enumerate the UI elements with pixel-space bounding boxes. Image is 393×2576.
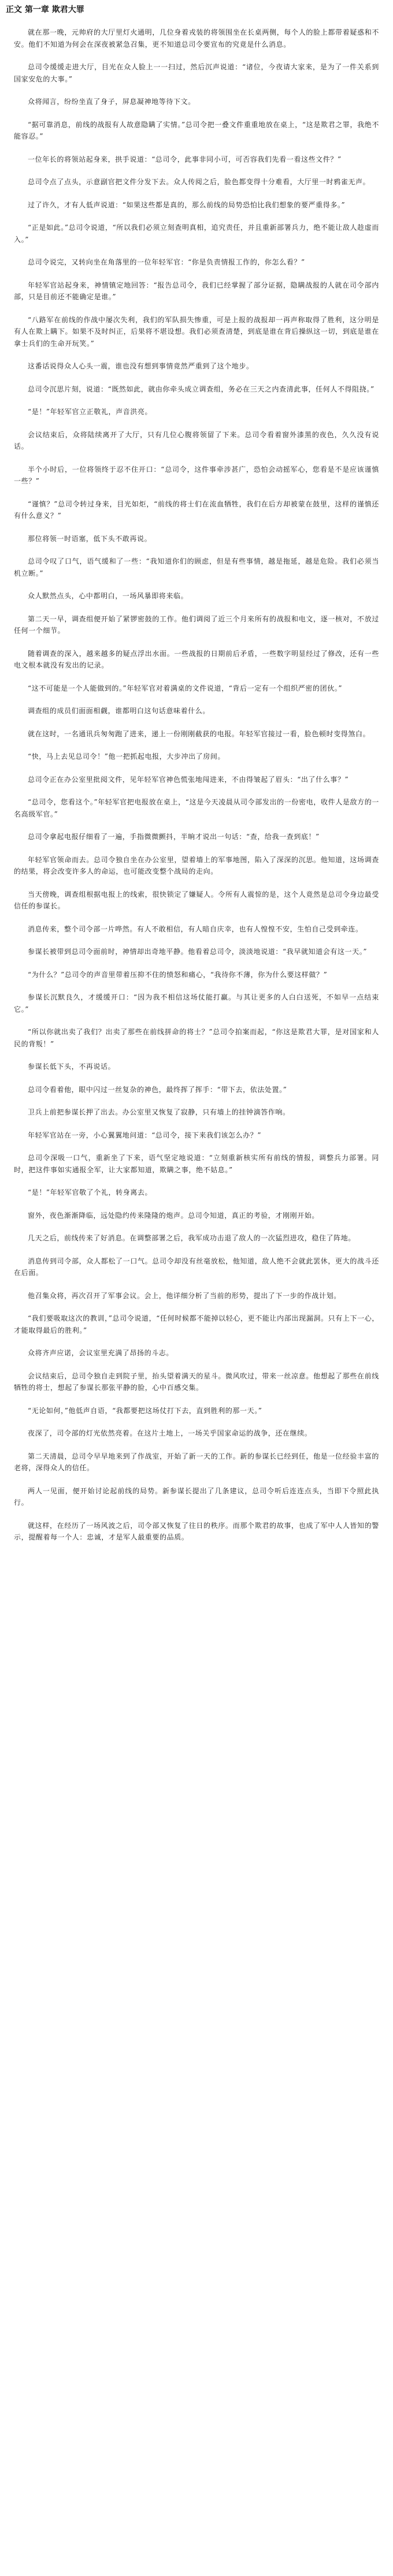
paragraph: 总司令沉思片刻，说道：“既然如此，就由你牵头成立调查组，务必在三天之内查清此事，任何人不得阻挠。”	[28, 385, 375, 393]
paragraph: 年轻军官领命而去。总司令独自坐在办公室里，望着墙上的军事地图，陷入了深深的沉思。他知道，这场调查的结果，将会改变许多人的命运，也可能改变整个战局的走向。	[14, 855, 379, 875]
paragraph: 消息传到司令部，众人都松了一口气。总司令却没有丝毫放松，他知道，敌人绝不会就此罢休，更大的战斗还在后面。	[14, 1257, 379, 1277]
paragraph: 年轻军官站在一旁，小心翼翼地问道：“总司令，接下来我们该怎么办？”	[28, 1131, 262, 1139]
paragraph: “所以你就出卖了我们？出卖了那些在前线拼命的将士？”总司令拍案而起，“你这是欺君大罪，是对国家和人民的背叛！”	[14, 1028, 379, 1048]
paragraph: 卫兵上前把参谋长押了出去。办公室里又恢复了寂静，只有墙上的挂钟滴答作响。	[28, 1108, 290, 1116]
paragraph: 参谋长沉默良久，才缓缓开口：“因为我不相信这场仗能打赢。与其让更多的人白白送死，不如早一点结束它。”	[14, 993, 379, 1013]
paragraph: 一位年长的将领站起身来，拱手说道：“总司令，此事非同小可，可否容我们先看一看这些文件？”	[28, 155, 342, 163]
paragraph: 参谋长低下头，不再说话。	[28, 1063, 116, 1071]
paragraph: 众人默然点头，心中都明白，一场风暴即将来临。	[28, 592, 188, 600]
paragraph: 消息传来，整个司令部一片哗然。有人不敢相信，有人暗自庆幸，也有人惶惶不安，生怕自己受到牵连。	[28, 924, 363, 933]
paragraph: 第二天一早，调查组便开始了紧锣密鼓的工作。他们调阅了近三个月来所有的战报和电文，逐一核对，不放过任何一个细节。	[14, 614, 379, 635]
paragraph: 调查组的成员们面面相觑，谁都明白这句话意味着什么。	[28, 707, 210, 715]
paragraph: 就在那一晚，元帅府的大厅里灯火通明，几位身着戎装的将领围坐在长桌两侧，每个人的脸上都带着疑惑和不安。他们不知道为何会在深夜被紧急召集，更不知道总司令要宣布的究竟是什么消息。	[14, 28, 379, 49]
paragraph: 几天之后，前线传来了好消息。在调整部署之后，我军成功击退了敌人的一次猛烈进攻，稳住了阵地。	[28, 1234, 356, 1242]
paragraph: 当天傍晚，调查组根据电报上的线索，很快锁定了嫌疑人。令所有人震惊的是，这个人竟然是总司令身边最受信任的参谋长。	[14, 890, 379, 910]
paragraph: “正是如此。”总司令说道，“所以我们必须立刻查明真相，追究责任，并且重新部署兵力，绝不能让敌人趁虚而入。”	[14, 223, 379, 244]
paragraph: “八路军在前线的作战中屡次失利，我们的军队损失惨重，可是上报的战报却一再声称取得了胜利，这分明是有人在欺上瞒下。如果不及时纠正，后果将不堪设想。我们必须查清楚，到底是谁在背后操纵这一切，到底是谁在拿士兵们的生命开玩笑。”	[14, 315, 379, 348]
paragraph: 总司令叹了口气，语气缓和了一些：“我知道你们的顾虑，但是有些事情，越是拖延，越是危险。我们必须当机立断。”	[14, 557, 379, 577]
paragraph: “总司令，您看这个。”年轻军官把电报放在桌上，“这是今天凌晨从司令部发出的一份密电，收件人是敌方的一名高级军官。”	[14, 798, 379, 818]
paragraph: 第二天清晨，总司令早早地来到了作战室，开始了新一天的工作。新的参谋长已经到任，他是一位经验丰富的老将，深得众人的信任。	[14, 1452, 379, 1472]
paragraph: “为什么？”总司令的声音里带着压抑不住的愤怒和痛心，“我待你不薄，你为什么要这样做？”	[28, 970, 328, 979]
paragraph: “是！”年轻军官立正敬礼，声音洪亮。	[28, 408, 153, 416]
paragraph: “是！”年轻军官敬了个礼，转身离去。	[28, 1188, 153, 1196]
paragraph: 总司令看着他，眼中闪过一丝复杂的神色，最终挥了挥手：“带下去，依法处置。”	[28, 1085, 287, 1094]
paragraph: 总司令说完，又转向坐在角落里的一位年轻军官：“你是负责情报工作的，你怎么看？”	[28, 258, 305, 266]
paragraph: 众将闻言，纷纷坐直了身子，屏息凝神地等待下文。	[28, 98, 195, 106]
paragraph: “我们要吸取这次的教训，”总司令说道，“任何时候都不能掉以轻心，更不能让内部出现漏洞。只有上下一心，才能取得最后的胜利。”	[14, 1314, 379, 1334]
paragraph: “谨慎？”总司令转过身来，目光如炬，“前线的将士们在流血牺牲，我们在后方却被蒙在鼓里，这样的谨慎还有什么意义？”	[14, 499, 379, 520]
paragraph: “据可靠消息，前线的战报有人故意隐瞒了实情。”总司令把一叠文件重重地放在桌上，“这是欺君之罪，我绝不能容忍。”	[14, 120, 379, 140]
paragraph: 总司令深吸一口气，重新坐了下来，语气坚定地说道：“立刻重新核实所有前线的情报，调整兵力部署。同时，把这件事如实通报全军，让大家都知道，欺瞒之事，绝不姑息。”	[14, 1154, 379, 1174]
paragraph: 窗外，夜色渐渐降临，远处隐约传来隆隆的炮声。总司令知道，真正的考验，才刚刚开始。	[28, 1211, 320, 1220]
paragraph: 两人一见面，便开始讨论起前线的局势。新参谋长提出了几条建议，总司令听后连连点头，当即下令照此执行。	[14, 1486, 379, 1507]
paragraph: 过了许久，才有人低声说道：“如果这些都是真的，那么前线的局势恐怕比我们想象的要严重得多。”	[28, 200, 346, 209]
paragraph: 半个小时后，一位将领终于忍不住开口：“总司令，这件事牵涉甚广，恐怕会动摇军心，您看是不是应该谨慎一些？”	[14, 465, 379, 485]
paragraph: 会议结束后，总司令独自走到院子里，抬头望着满天的星斗。微风吹过，带来一丝凉意。他想起了那些在前线牺牲的将士，想起了参谋长那张平静的脸，心中百感交集。	[14, 1371, 379, 1392]
chapter-title: 正文 第一章 欺君大罪	[6, 5, 84, 14]
paragraph: “快，马上去见总司令！”他一把抓起电报，大步冲出了房间。	[28, 752, 225, 761]
paragraph: 就在这时，一名通讯兵匆匆跑了进来，递上一份刚刚截获的电报。年轻军官接过一看，脸色顿时变得煞白。	[28, 729, 370, 738]
paragraph: 参谋长被带到总司令面前时，神情却出奇地平静。他看着总司令，淡淡地说道：“我早就知道会有这一天。”	[28, 948, 368, 956]
paragraph: 众将齐声应诺，会议室里充满了昂扬的斗志。	[28, 1349, 174, 1357]
paragraph: “无论如何，”他低声自语，“我都要把这场仗打下去，直到胜利的那一天。”	[28, 1406, 262, 1415]
paragraph: 他召集众将，再次召开了军事会议。会上，他详细分析了当前的形势，提出了下一步的作战计划。	[28, 1291, 341, 1300]
paragraph: 总司令点了点头，示意副官把文件分发下去。众人传阅之后，脸色都变得十分难看，大厅里一时鸦雀无声。	[28, 178, 370, 186]
chapter-body	[14, 27, 379, 2567]
paragraph: 夜深了，司令部的灯光依然亮着。在这片土地上，一场关乎国家命运的战争，还在继续。	[28, 1429, 312, 1437]
paragraph: 那位将领一时语塞，低下头不敢再说。	[28, 534, 152, 543]
paragraph: 就这样，在经历了一场风波之后，司令部又恢复了往日的秩序。而那个欺君的故事，也成了军中人人皆知的警示，提醒着每一个人：忠诚，才是军人最重要的品质。	[14, 1521, 379, 1541]
paragraph: 年轻军官站起身来，神情镇定地回答：“报告总司令，我们已经掌握了部分证据，隐瞒战报的人就在司令部内部，只是目前还不能确定是谁。”	[14, 281, 379, 301]
paragraph: 总司令拿起电报仔细看了一遍，手指微微颤抖，半晌才说出一句话：“查，给我一查到底！”	[28, 833, 320, 841]
paragraph: 总司令缓缓走进大厅，目光在众人脸上一一扫过，然后沉声说道：“诸位，今夜请大家来，是为了一件关系到国家安危的大事。”	[14, 63, 379, 83]
paragraph: 总司令正在办公室里批阅文件，见年轻军官神色慌张地闯进来，不由得皱起了眉头：“出了什么事？”	[28, 775, 349, 784]
paragraph: 会议结束后，众将陆续离开了大厅，只有几位心腹将领留了下来。总司令看着窗外漆黑的夜色，久久没有说话。	[14, 430, 379, 450]
paragraph: 随着调查的深入，越来越多的疑点浮出水面。一些战报的日期前后矛盾，一些数字明显经过了修改，还有一些电文根本就没有发出的记录。	[14, 649, 379, 669]
paragraph: “这不可能是一个人能做到的。”年轻军官对着满桌的文件说道，“背后一定有一个组织严密的团伙。”	[28, 684, 343, 692]
paragraph: 这番话说得众人心头一震，谁也没有想到事情竟然严重到了这个地步。	[28, 362, 254, 370]
